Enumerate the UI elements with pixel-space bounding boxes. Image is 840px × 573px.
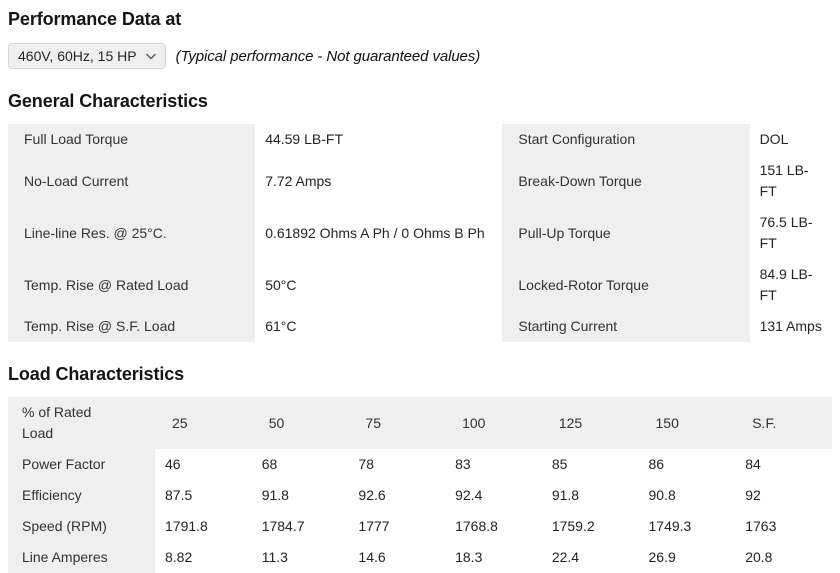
cell: 84 — [735, 449, 832, 480]
cell: 91.8 — [252, 480, 349, 511]
column-header: S.F. — [735, 397, 832, 449]
cell: 86 — [639, 449, 736, 480]
column-header: 100 — [445, 397, 542, 449]
spec-value: 151 LB-FT — [750, 155, 832, 207]
cell: 87.5 — [155, 480, 252, 511]
spec-label: Break-Down Torque — [502, 155, 749, 207]
cell: 1768.8 — [445, 511, 542, 542]
table-row — [8, 449, 832, 480]
cell: 92.4 — [445, 480, 542, 511]
page-title: Performance Data at — [8, 9, 182, 29]
cell: 1784.7 — [252, 511, 349, 542]
spec-value: 76.5 LB-FT — [750, 207, 832, 259]
selector-row — [8, 43, 832, 69]
row-label: Power Factor — [8, 449, 155, 480]
table-row — [8, 511, 832, 542]
load-characteristics-heading: Load Characteristics — [8, 364, 185, 384]
cell: 92 — [735, 480, 832, 511]
spec-label: Line-line Res. @ 25°C. — [8, 207, 255, 259]
voltage-select[interactable] — [8, 43, 166, 69]
cell: 8.82 — [155, 542, 252, 573]
spec-value: 50°C — [255, 259, 502, 311]
row-label: Line Amperes — [8, 542, 155, 573]
column-header: 25 — [155, 397, 252, 449]
cell: 85 — [542, 449, 639, 480]
cell: 14.6 — [348, 542, 445, 573]
table-row — [8, 124, 832, 155]
table-row — [8, 207, 832, 259]
table-row — [8, 259, 832, 311]
cell: 46 — [155, 449, 252, 480]
table-row — [8, 155, 832, 207]
cell: 1791.8 — [155, 511, 252, 542]
general-characteristics-table — [8, 124, 832, 342]
row-label: Efficiency — [8, 480, 155, 511]
table-row — [8, 311, 832, 342]
cell: 18.3 — [445, 542, 542, 573]
column-header: 125 — [542, 397, 639, 449]
row-label: Speed (RPM) — [8, 511, 155, 542]
spec-label: Full Load Torque — [8, 124, 255, 155]
column-header: 75 — [348, 397, 445, 449]
spec-label: Temp. Rise @ S.F. Load — [8, 311, 255, 342]
column-header: 50 — [252, 397, 349, 449]
cell: 1759.2 — [542, 511, 639, 542]
cell: 78 — [348, 449, 445, 480]
cell: 83 — [445, 449, 542, 480]
voltage-select-value: 460V, 60Hz, 15 HP — [18, 48, 137, 64]
spec-value: 84.9 LB-FT — [750, 259, 832, 311]
table-row — [8, 542, 832, 573]
column-header-label: % of Rated Load — [8, 397, 155, 449]
cell: 26.9 — [639, 542, 736, 573]
cell: 91.8 — [542, 480, 639, 511]
table-row — [8, 480, 832, 511]
table-header-row — [8, 397, 832, 449]
spec-label: Temp. Rise @ Rated Load — [8, 259, 255, 311]
spec-value: 131 Amps — [750, 311, 832, 342]
spec-label: No-Load Current — [8, 155, 255, 207]
spec-value: 61°C — [255, 311, 502, 342]
spec-label: Pull-Up Torque — [502, 207, 749, 259]
spec-value: DOL — [750, 124, 832, 155]
column-header: 150 — [639, 397, 736, 449]
disclaimer-note: (Typical performance - Not guaranteed values) — [175, 47, 481, 65]
load-characteristics-table — [8, 397, 832, 573]
cell: 20.8 — [735, 542, 832, 573]
spec-label: Start Configuration — [502, 124, 749, 155]
cell: 11.3 — [252, 542, 349, 573]
general-characteristics-heading: General Characteristics — [8, 91, 208, 111]
cell: 22.4 — [542, 542, 639, 573]
spec-value: 44.59 LB-FT — [255, 124, 502, 155]
cell: 1763 — [735, 511, 832, 542]
cell: 1777 — [348, 511, 445, 542]
chevron-down-icon — [146, 53, 156, 60]
cell: 68 — [252, 449, 349, 480]
cell: 90.8 — [639, 480, 736, 511]
cell: 1749.3 — [639, 511, 736, 542]
spec-value: 7.72 Amps — [255, 155, 502, 207]
spec-value: 0.61892 Ohms A Ph / 0 Ohms B Ph — [255, 207, 502, 259]
spec-label: Starting Current — [502, 311, 749, 342]
spec-label: Locked-Rotor Torque — [502, 259, 749, 311]
cell: 92.6 — [348, 480, 445, 511]
